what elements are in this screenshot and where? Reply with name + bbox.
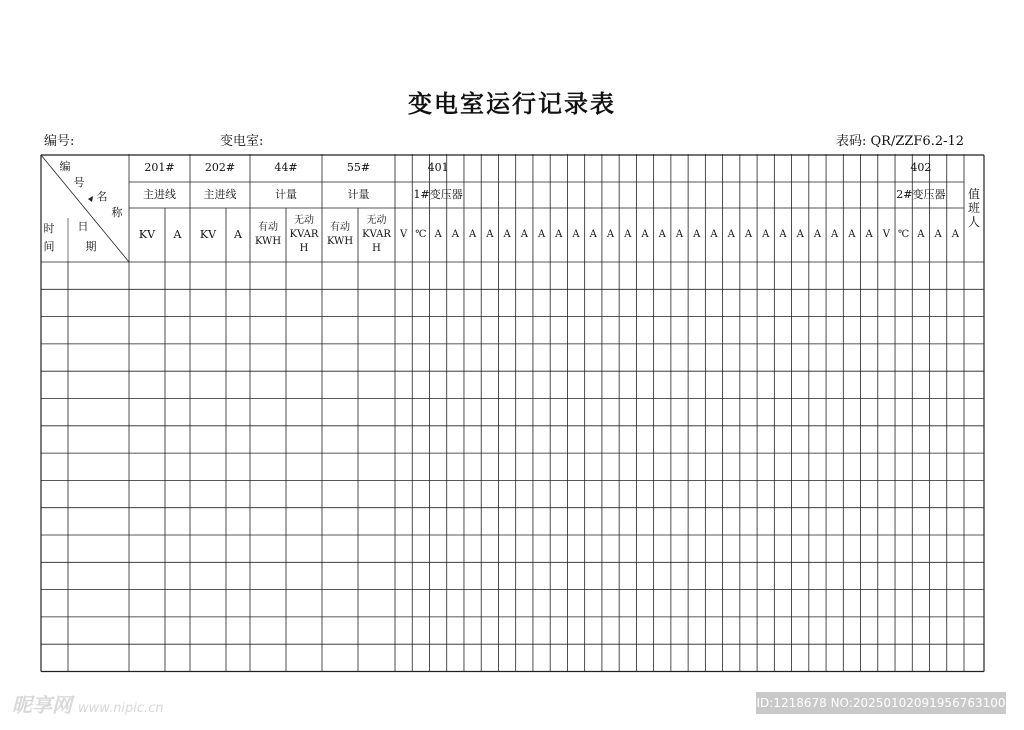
unit-label: A [710,229,718,240]
unit-label: A [917,229,925,240]
unit-label: A [503,229,511,240]
corner-ri: 日 [77,220,89,233]
transformer-401-id: 401 [427,161,449,174]
unit-label: A [779,229,787,240]
watermark-logo [12,689,164,718]
unit-label: A [865,229,873,240]
column-id: 44# [274,161,298,174]
unit-label: A [727,229,735,240]
corner-hao: 号 [73,176,85,189]
unit-label: ℃ [415,229,427,240]
unit-label: A [555,229,563,240]
form-code: 表码: QR/ZZF6.2-12 [836,134,965,149]
corner-qi: 期 [85,240,97,253]
column-unit: 有动 KWH [254,222,282,247]
unit-label: A [572,229,580,240]
unit-label: A [831,229,839,240]
transformer-402-id: 402 [910,161,932,174]
corner-shi: 时 [43,222,55,235]
unit-label: V [882,229,891,240]
corner-bian: 编 [59,160,71,173]
column-name: 主进线 [203,188,237,201]
page-title: 变电室运行记录表 [408,89,616,118]
duty-person-header: 值 班 人 [967,187,980,229]
unit-label: A [537,229,546,240]
room-label: 变电室: [220,134,264,149]
unit-label: A [589,229,597,240]
column-id: 202# [204,161,236,174]
transformer-401-name: 1#变压器 [413,188,463,201]
unit-label: A [520,229,528,240]
unit-label: A [658,229,666,240]
corner-ming: 名 [96,190,108,203]
corner-jian: 间 [43,240,55,253]
unit-label: A [624,229,632,240]
form-number-label: 编号: [44,134,75,149]
record-table [40,154,986,674]
column-unit: A [173,228,182,241]
column-id: 201# [144,161,175,174]
unit-label: A [434,229,442,240]
unit-label: A [934,229,942,240]
unit-label: ℃ [898,229,910,240]
column-unit: 无动 KVAR H [362,215,391,254]
corner-cheng: 称 [111,206,123,219]
column-name: 主进线 [143,188,176,201]
column-unit: 无动 KVAR H [289,215,319,254]
unit-label: A [796,229,804,240]
unit-label: A [606,229,615,240]
unit-label: A [848,229,856,240]
unit-label: A [744,229,753,240]
unit-label: V [400,229,408,240]
watermark-id: ID:1218678 NO:20250102091956763100 [756,692,1006,714]
unit-label: A [451,229,459,240]
unit-label: A [468,229,477,240]
transformer-402-name: 2#变压器 [896,188,946,201]
unit-label: A [951,229,959,240]
column-unit: 有动 KWH [326,222,354,247]
column-unit: A [234,228,242,241]
unit-label: A [813,229,822,240]
unit-label: A [762,229,770,240]
unit-label: A [641,229,649,240]
column-unit: KV [138,228,156,241]
watermark-url: www.nipic.cn [78,701,164,716]
unit-label: A [675,229,684,240]
column-unit: KV [199,228,217,241]
column-name: 计量 [347,188,370,201]
unit-label: A [486,229,494,240]
watermark-site: 昵享网 [12,693,72,717]
column-id: 55# [346,161,371,174]
column-name: 计量 [275,188,297,201]
unit-label: A [693,229,701,240]
